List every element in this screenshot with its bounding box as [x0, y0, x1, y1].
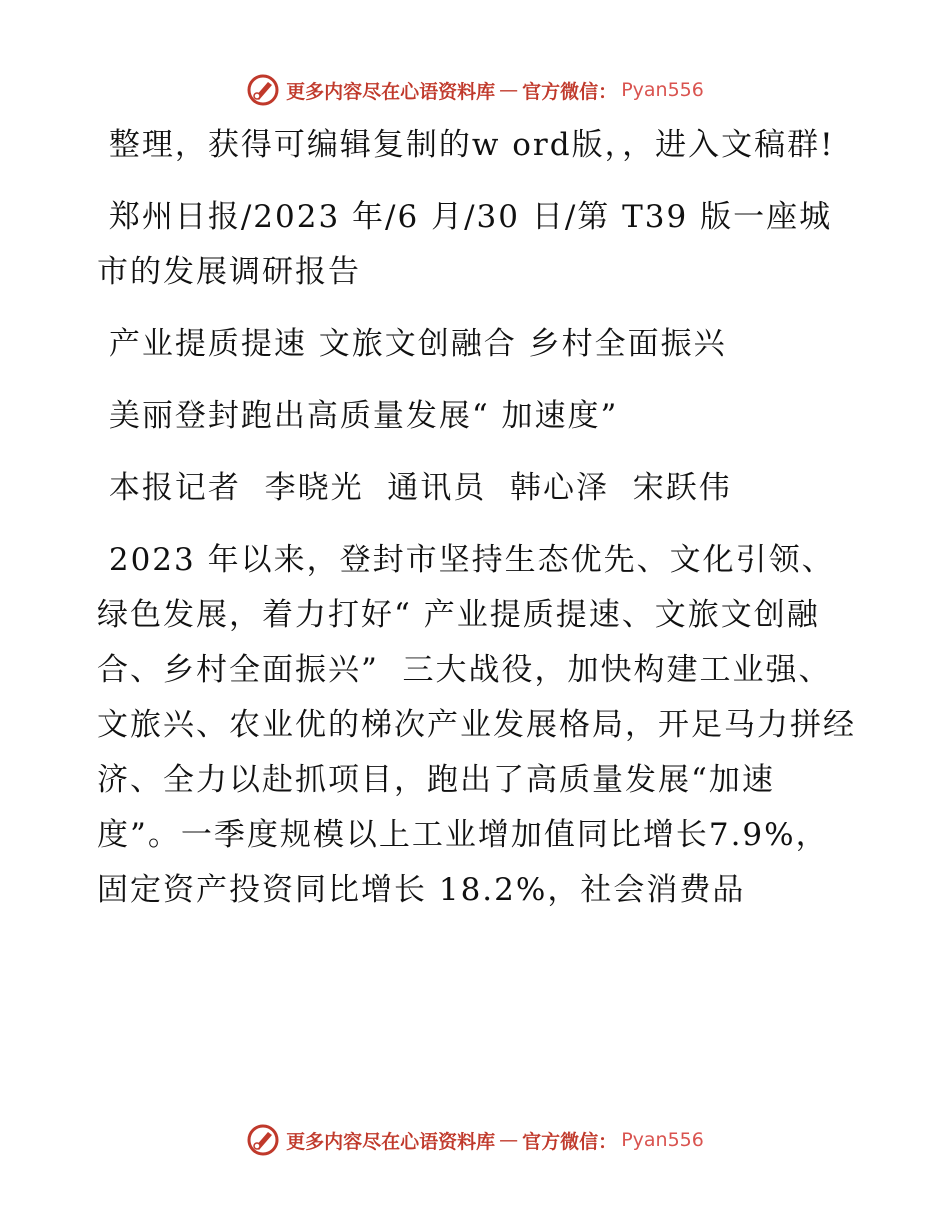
logo-icon — [246, 1123, 280, 1157]
watermark-dash: — — [499, 79, 519, 101]
header-watermark — [0, 70, 950, 110]
footer-watermark — [0, 1120, 950, 1160]
watermark-main-text: 更多内容尽在心语资料库 — [286, 1130, 496, 1153]
paragraph-subtitle: 产业提质提速 文旅文创融合 乡村全面振兴 — [97, 326, 727, 362]
logo-icon — [246, 73, 280, 107]
paragraph-body: 2023 年以来，登封市坚持生态优先、文化引领、绿色发展，着力打好“ 产业提质提速、文旅文创融合、乡村全面振兴” 三大战役，加快构建工业强、文旅兴、农业优的梯次产业发展格局，开足马力拼经济、全力以赴抓项目，跑出了高质量发展“加速度”。一季度规模以上工业增加值同比增长7.9%，固定资产投资同比增长 18.2%，社会消费品 — [97, 542, 856, 908]
watermark-dash: — — [499, 1129, 519, 1151]
paragraph-byline: 本报记者 李晓光 通讯员 韩心泽 宋跃伟 — [97, 470, 732, 506]
paragraph-intro: 整理，获得可编辑复制的w ord版，，进入文稿群! — [97, 127, 835, 163]
watermark-wechat-id: Pyan556 — [621, 79, 704, 101]
watermark-official-label: 官方微信： — [522, 80, 618, 103]
watermark-wechat-id: Pyan556 — [621, 1129, 704, 1151]
watermark-main-text: 更多内容尽在心语资料库 — [286, 80, 496, 103]
paragraph-title: 美丽登封跑出高质量发展“ 加速度” — [97, 398, 619, 434]
paragraph-source: 郑州日报/2023 年/6 月/30 日/第 T39 版一座城市的发展调研报告 — [97, 199, 833, 290]
document-body — [97, 118, 857, 918]
watermark-official-label: 官方微信： — [522, 1130, 618, 1153]
